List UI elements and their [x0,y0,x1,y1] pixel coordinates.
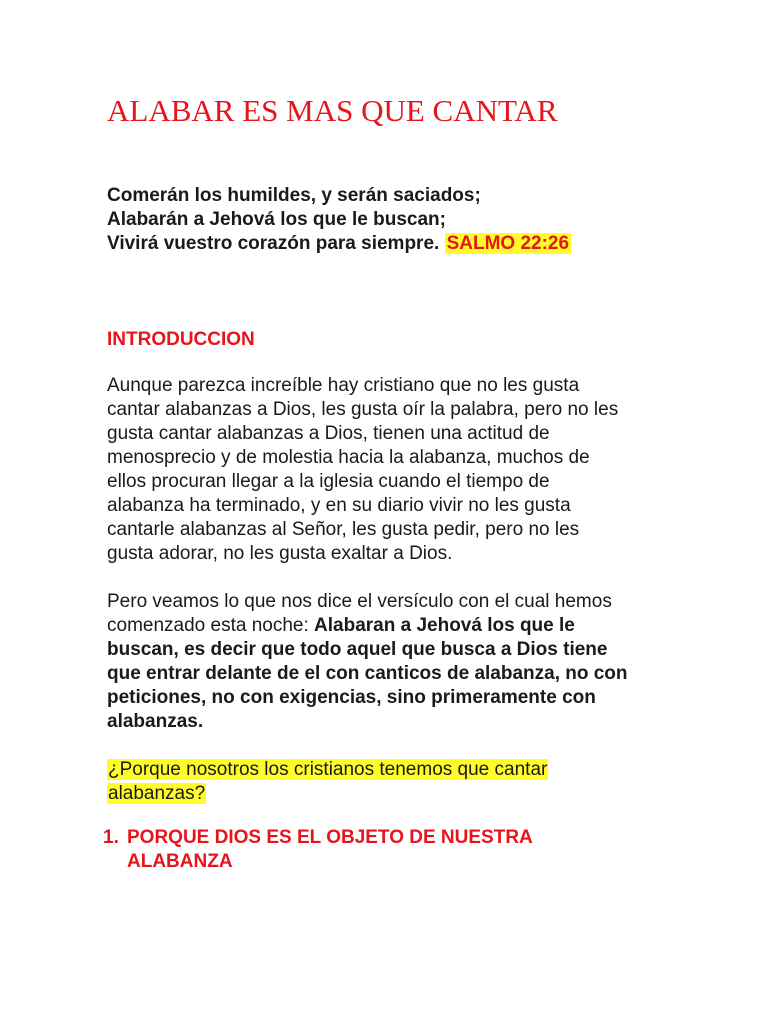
verse-reference: SALMO 22:26 [446,233,570,254]
highlighted-question [107,758,667,806]
paragraph-line: cantar alabanzas a Dios, les gusta oír la palabra, pero no les [107,399,619,420]
paragraph-line [107,614,667,638]
list-number: 1. [103,827,119,848]
paragraph-line: gusta cantar alabanzas a Dios, tienen una actitud de [107,423,550,444]
list-item-heading-line-1: PORQUE DIOS ES EL OBJETO DE NUESTRA [127,827,533,848]
question-line-2: alabanzas? [108,783,206,804]
scripture-verse [107,184,571,256]
numbered-list-item [103,826,533,874]
paragraph-line: ellos procuran llegar a la iglesia cuando el tiempo de [107,471,550,492]
paragraph-bold-line: que entrar delante de el con canticos de alabanza, no con [107,663,628,684]
intro-paragraph [107,374,667,566]
verse-line-3-text: Vivirá vuestro corazón para siempre. [107,233,440,254]
paragraph-line: gusta adorar, no les gusta exaltar a Dios. [107,543,453,564]
paragraph-line: Pero veamos lo que nos dice el versículo con el cual hemos [107,591,612,612]
paragraph-bold-line: peticiones, no con exigencias, sino primeramente con [107,687,596,708]
paragraph-line: menosprecio y de molestia hacia la alabanza, muchos de [107,447,590,468]
paragraph-bold-line: alabanzas. [107,711,204,732]
paragraph-line: cantarle alabanzas al Señor, les gusta pedir, pero no les [107,519,580,540]
paragraph-bold-text: Alabaran a Jehová los que le [314,615,575,636]
paragraph-bold-line: buscan, es decir que todo aquel que busca a Dios tiene [107,639,608,660]
paragraph-line: Aunque parezca increíble hay cristiano que no les gusta [107,375,580,396]
document-title: ALABAR ES MAS QUE CANTAR [107,93,558,128]
verse-line-2: Alabarán a Jehová los que le buscan; [107,209,446,230]
verse-line-1: Comerán los humildes, y serán saciados; [107,185,481,206]
verse-commentary-paragraph [107,590,667,734]
paragraph-plain-text: comenzado esta noche: [107,615,315,636]
paragraph-line: alabanza ha terminado, y en su diario vivir no les gusta [107,495,571,516]
intro-heading: INTRODUCCION [107,329,255,350]
question-line-1: ¿Porque nosotros los cristianos tenemos que cantar [108,759,548,780]
verse-line-3 [107,232,571,256]
list-item-heading-line-2: ALABANZA [127,851,233,872]
